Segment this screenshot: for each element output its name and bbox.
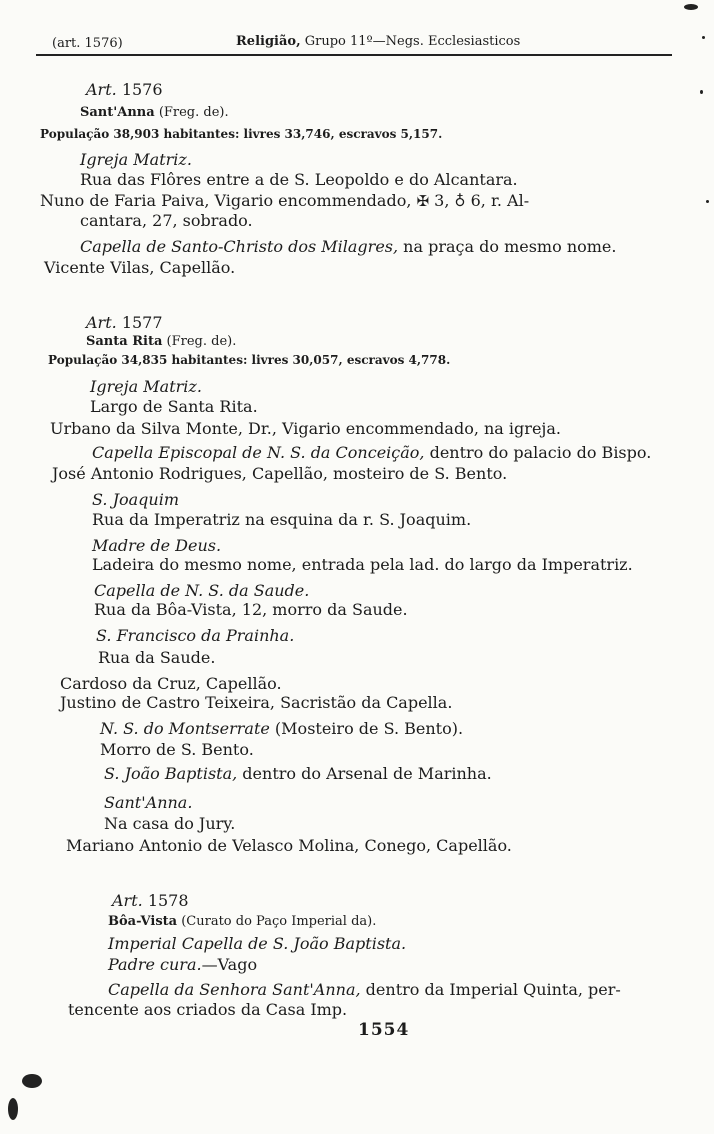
- chapel-location: (Mosteiro de S. Bento).: [269, 719, 464, 738]
- page-number: 1554: [358, 1020, 410, 1040]
- vicar-text: Nuno de Faria Paiva, Vigario encommendado,: [40, 191, 412, 210]
- vicar-line: [40, 191, 529, 211]
- chapel-location: na praça do mesmo nome.: [398, 237, 617, 256]
- parish-note: (Curato do Paço Imperial da).: [181, 914, 377, 929]
- parish-heading-1578: [108, 912, 376, 932]
- curate-label: Padre cura.: [108, 955, 202, 974]
- article-label: Art.: [86, 80, 117, 99]
- article-label: Art.: [112, 891, 143, 910]
- chapel-name: N. S. do Montserrate: [100, 719, 270, 738]
- chapel-continuation: tencente aos criados da Casa Imp.: [68, 1000, 348, 1019]
- chapel-title: Capella de N. S. da Saude.: [94, 581, 310, 600]
- parish-note: (Freg. de).: [158, 105, 229, 120]
- address-line: Largo de Santa Rita.: [90, 397, 258, 416]
- curate-line: [108, 955, 257, 975]
- chapel-name: Capella de Santo-Christo dos Milagres,: [80, 237, 399, 256]
- chapel-name: Capella Episcopal de N. S. da Conceição,: [92, 443, 425, 462]
- parish-heading-1576: [80, 103, 229, 123]
- header-group: Grupo 11º—Negs. Ecclesiasticos: [304, 34, 521, 49]
- address-continuation: cantara, 27, sobrado.: [80, 211, 253, 230]
- chapel-line: [100, 719, 463, 739]
- scan-speck: [684, 4, 698, 10]
- parish-name: Sant'Anna: [80, 105, 155, 120]
- chapel-title: Sant'Anna.: [104, 793, 193, 812]
- article-number: 1578: [147, 891, 189, 910]
- chapel-title: S. Francisco da Prainha.: [96, 626, 295, 645]
- address-line: Morro de S. Bento.: [100, 740, 254, 759]
- parish-name: Santa Rita: [86, 334, 163, 349]
- article-label: Art.: [86, 313, 117, 332]
- chapel-line: [108, 980, 621, 1000]
- curate-value: —Vago: [201, 955, 258, 974]
- address-line: Ladeira do mesmo nome, entrada pela lad. do largo da Imperatriz.: [92, 555, 633, 574]
- article-heading-1578: [112, 891, 189, 911]
- article-number: 1576: [121, 80, 163, 99]
- church-title: Igreja Matriz.: [90, 377, 202, 396]
- vicar-text-3: 6, r. Al-: [470, 191, 530, 210]
- header-title: [236, 34, 520, 49]
- chapel-line: [104, 764, 492, 784]
- vicar-line: Urbano da Silva Monte, Dr., Vigario encommendado, na igreja.: [50, 419, 561, 438]
- scan-speck: [706, 200, 709, 203]
- chapel-title: Imperial Capella de S. João Baptista.: [108, 934, 407, 953]
- address-line: Rua das Flôres entre a de S. Leopoldo e do Alcantara.: [80, 170, 518, 189]
- chapel-location: dentro da Imperial Quinta, per-: [360, 980, 621, 999]
- population-1576: População 38,903 habitantes: livres 33,746, escravos 5,157.: [40, 127, 443, 141]
- sacristan-line: Justino de Castro Teixeira, Sacristão da Capella.: [60, 693, 453, 712]
- chapel-location: dentro do Arsenal de Marinha.: [237, 764, 492, 783]
- chapel-location: dentro do palacio do Bispo.: [424, 443, 652, 462]
- address-line: Na casa do Jury.: [104, 814, 236, 833]
- address-line: Rua da Imperatriz na esquina da r. S. Joaquim.: [92, 510, 472, 529]
- chapel-title: S. Joaquim: [92, 490, 179, 509]
- address-line: Rua da Saude.: [98, 648, 216, 667]
- chapel-title: Madre de Deus.: [92, 536, 222, 555]
- chapel-line: [80, 237, 616, 257]
- address-line: Rua da Bôa-Vista, 12, morro da Saude.: [94, 600, 408, 619]
- header-article-ref: (art. 1576): [52, 36, 123, 51]
- scan-speck: [700, 90, 703, 94]
- scan-speck: [702, 36, 705, 39]
- parish-name: Bôa-Vista: [108, 914, 178, 929]
- chaplain-line: Vicente Vilas, Capellão.: [44, 258, 236, 277]
- article-heading-1576: [86, 80, 163, 100]
- chapel-line: [92, 443, 651, 463]
- article-number: 1577: [121, 313, 163, 332]
- chaplain-line: José Antonio Rodrigues, Capellão, mosteiro de S. Bento.: [52, 464, 508, 483]
- church-title: Igreja Matriz.: [80, 150, 192, 169]
- chapel-name: Capella da Senhora Sant'Anna,: [108, 980, 361, 999]
- scan-speck: [22, 1074, 42, 1088]
- parish-note: (Freg. de).: [166, 334, 237, 349]
- running-header: [36, 34, 672, 56]
- orb-icon: ♁: [454, 192, 466, 210]
- cross-icon: ✠: [416, 192, 430, 210]
- chaplain-line: Mariano Antonio de Velasco Molina, Conego, Capellão.: [66, 836, 512, 855]
- scan-speck: [8, 1098, 18, 1120]
- population-1577: População 34,835 habitantes: livres 30,057, escravos 4,778.: [48, 353, 451, 367]
- chapel-name: S. João Baptista,: [104, 764, 238, 783]
- header-section: Religião,: [236, 34, 301, 49]
- article-heading-1577: [86, 313, 163, 333]
- vicar-text-2: 3,: [434, 191, 450, 210]
- parish-heading-1577: [86, 332, 236, 352]
- chaplain-line: Cardoso da Cruz, Capellão.: [60, 674, 282, 693]
